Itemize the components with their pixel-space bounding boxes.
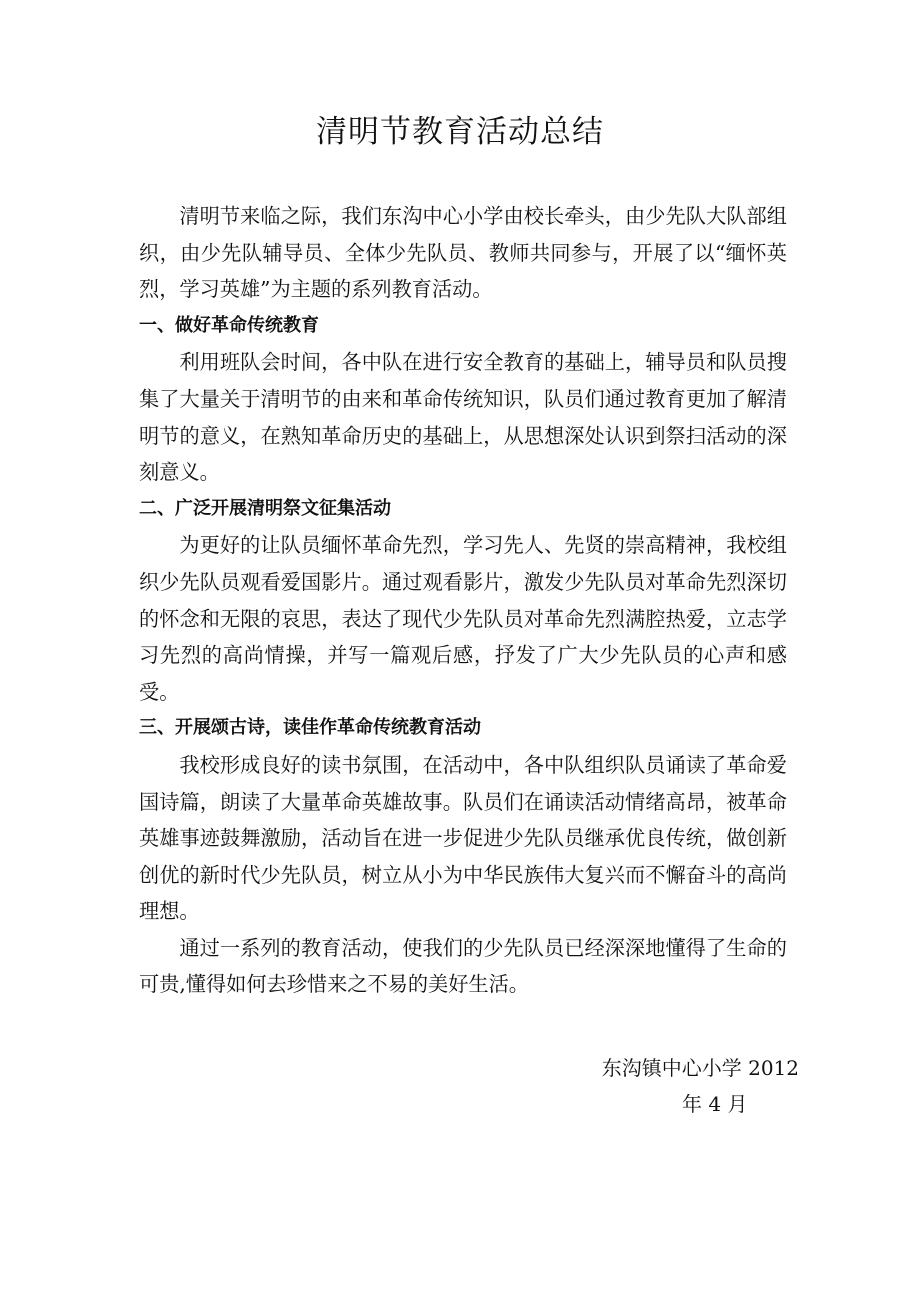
conclusion-paragraph: 通过一系列的教育活动，使我们的少先队员已经深深地懂得了生命的可贵,懂得如何去珍惜来之不易的美好生活。 <box>139 935 787 997</box>
section-heading-1: 一、做好革命传统教育 <box>139 314 319 336</box>
section-paragraph-3: 我校形成良好的读书氛围，在活动中，各中队组织队员诵读了革命爱国诗篇，朗读了大量革命英雄故事。队员们在诵读活动情绪高昂，被革命英雄事迹鼓舞激励，活动旨在进一步促进少先队员继承优良传统，做创新创优的新时代少先队员，树立从小为中华民族伟大复兴而不懈奋斗的高尚理想。 <box>139 752 787 924</box>
section-heading-3: 三、开展颂古诗，读佳作革命传统教育活动 <box>139 717 481 739</box>
signature-school: 东沟镇中心小学 2012 <box>601 1056 799 1080</box>
signature-date: 年 4 月 <box>682 1092 748 1116</box>
section-paragraph-1: 利用班队会时间，各中队在进行安全教育的基础上，辅导员和队员搜集了大量关于清明节的由来和革命传统知识，队员们通过教育更加了解清明节的意义，在熟知革命历史的基础上，从思想深处认识到祭扫活动的深刻意义。 <box>139 350 787 485</box>
document-title: 清明节教育活动总结 <box>316 114 604 150</box>
document-body <box>139 198 787 1003</box>
intro-paragraph: 清明节来临之际，我们东沟中心小学由校长牵头，由少先队大队部组织，由少先队辅导员、全体少先队员、教师共同参与，开展了以“缅怀英烈，学习英雄”为主题的系列教育活动。 <box>139 204 787 302</box>
section-heading-2: 二、广泛开展清明祭文征集活动 <box>139 497 391 519</box>
section-paragraph-2: 为更好的让队员缅怀革命先烈，学习先人、先贤的崇高精神，我校组织少先队员观看爱国影片。通过观看影片，激发少先队员对革命先烈深切的怀念和无限的哀思，表达了现代少先队员对革命先烈满腔热爱，立志学习先烈的高尚情操，并写一篇观后感，抒发了广大少先队员的心声和感受。 <box>139 533 787 704</box>
